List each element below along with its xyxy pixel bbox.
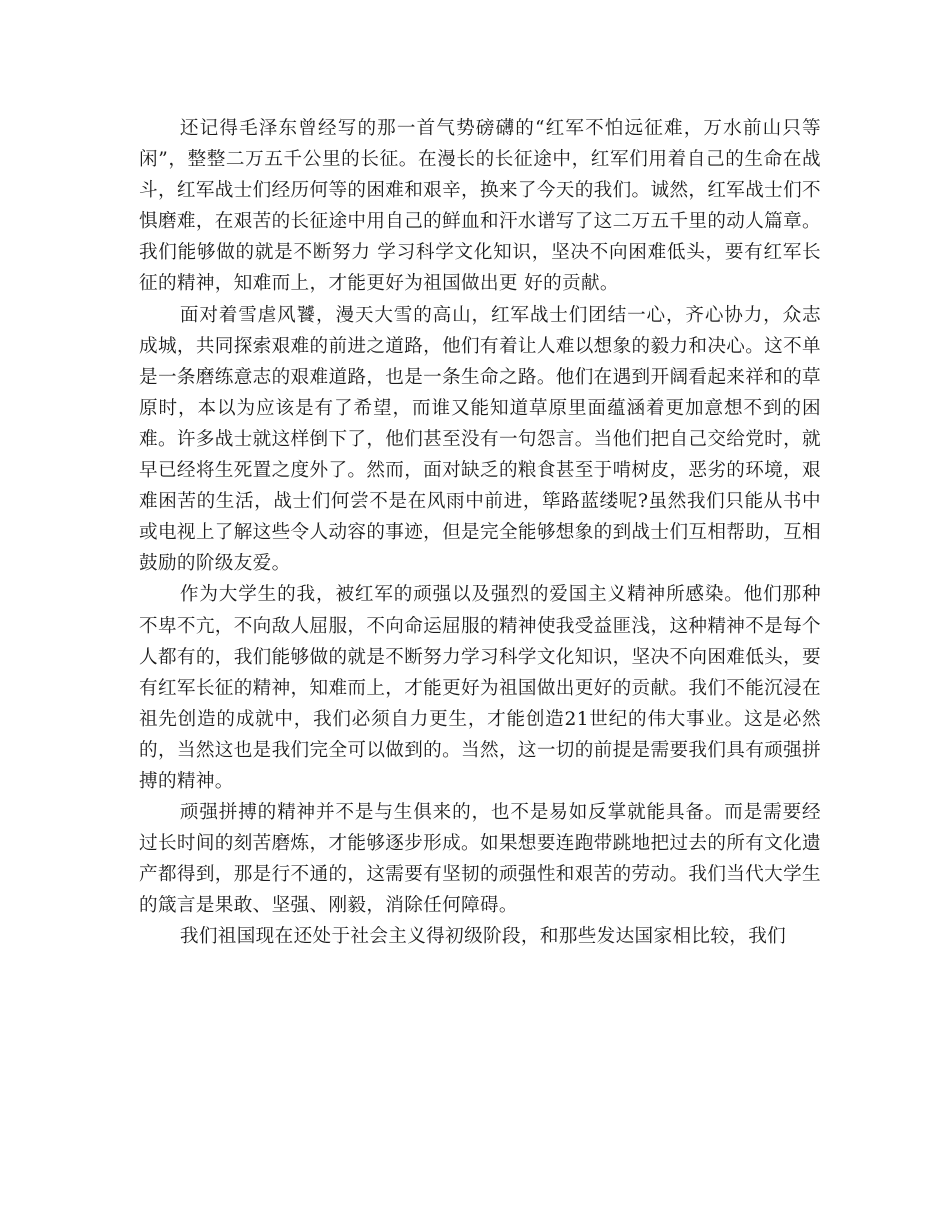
paragraph-1: 还记得毛泽东曾经写的那一首气势磅礴的“红军不怕远征难，万水前山只等闲”，整整二万五千公里的长征。在漫长的长征途中，红军们用着自己的生命在战斗，红军战士们经历何等的困难和艰辛，换来了今天的我们。诚然，红军战士们不惧磨难，在艰苦的长征途中用自己的鲜血和汗水谱写了这二万五千里的动人篇章。我们能够做的就是不断努力 学习科学文化知识，坚决不向困难低头，要有红军长征的精神，知难而上，才能更好为祖国做出更 好的贡献。: [139, 118, 821, 295]
paragraph-3: 作为大学生的我，被红军的顽强以及强烈的爱国主义精神所感染。他们那种不卑不亢，不向敌人屈服，不向命运屈服的精神使我受益匪浅，这种精神不是每个人都有的，我们能够做的就是不断努力学习科学文化知识，坚决不向困难低头，要有红军长征的精神，知难而上，才能更好为祖国做出更好的贡献。我们不能沉浸在祖先创造的成就中，我们必须自力更生，才能创造21世纪的伟大事业。这是必然的，当然这也是我们完全可以做到的。当然，这一切的前提是需要我们具有顽强拼搏的精神。: [139, 584, 821, 792]
paragraph-4: 顽强拼搏的精神并不是与生俱来的，也不是易如反掌就能具备。而是需要经过长时间的刻苦磨炼，才能够逐步形成。如果想要连跑带跳地把过去的所有文化遗产都得到，那是行不通的，这需要有坚韧的顽强性和艰苦的劳动。我们当代大学生的箴言是果敢、坚强、刚毅，消除任何障碍。: [139, 802, 821, 917]
paragraph-5: 我们祖国现在还处于社会主义得初级阶段，和那些发达国家相比较，我们: [179, 926, 787, 948]
paragraph-2: 面对着雪虐风饕，漫天大雪的高山，红军战士们团结一心，齐心协力，众志成城，共同探索艰难的前进之道路，他们有着让人难以想象的毅力和决心。这不单是一条磨练意志的艰难道路，也是一条生命之路。他们在遇到开阔看起来祥和的草原时，本以为应该是有了希望，而谁又能知道草原里面蕴涵着更加意想不到的困难。许多战士就这样倒下了，他们甚至没有一句怨言。当他们把自己交给党时，就早已经将生死置之度外了。然而，面对缺乏的粮食甚至于啃树皮，恶劣的环境，艰难困苦的生活，战士们何尝不是在风雨中前进，筚路蓝缕呢?虽然我们只能从书中或电视上了解这些令人动容的事迹，但是完全能够想象的到战士们互相帮助，互相鼓励的阶级友爱。: [139, 304, 821, 575]
document-body: [139, 113, 821, 953]
